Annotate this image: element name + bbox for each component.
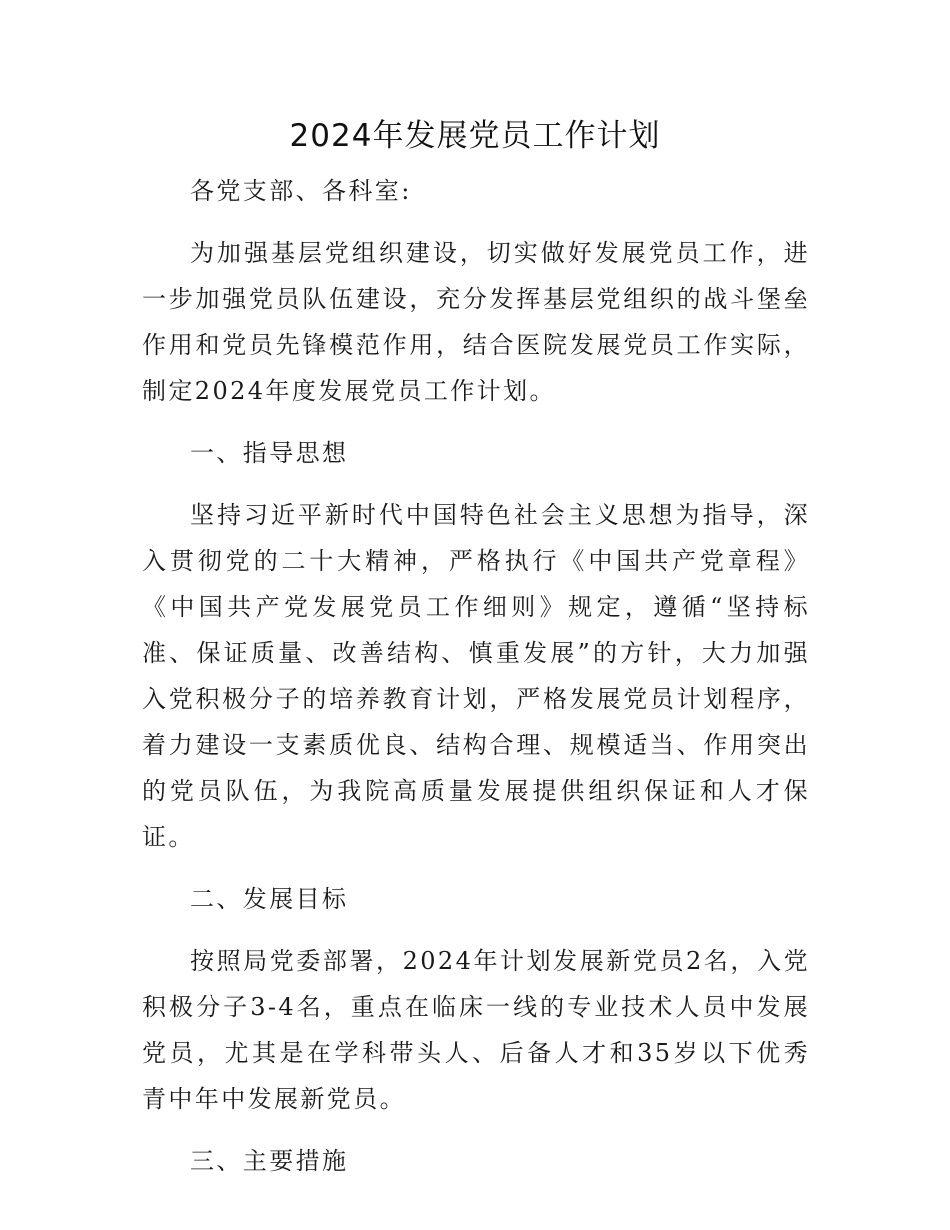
intro-paragraph: 为加强基层党组织建设，切实做好发展党员工作，进一步加强党员队伍建设，充分发挥基层党组织的战斗堡垒作用和党员先锋模范作用，结合医院发展党员工作实际，制定2024年度发展党员工作计划。 bbox=[142, 239, 810, 405]
section-heading-guiding-ideology: 一、指导思想 bbox=[190, 439, 349, 467]
salutation: 各党支部、各科室: bbox=[190, 177, 412, 205]
section-body-development-goals: 按照局党委部署，2024年计划发展新党员2名，入党积极分子3-4名，重点在临床一线的专业技术人员中发展党员，尤其是在学科带头人、后备人才和35岁以下优秀青中年中发展新党员。 bbox=[142, 947, 810, 1113]
section-body-guiding-ideology: 坚持习近平新时代中国特色社会主义思想为指导，深入贯彻党的二十大精神，严格执行《中国共产党章程》《中国共产党发展党员工作细则》规定，遵循“坚持标准、保证质量、改善结构、慎重发展”的方针，大力加强入党积极分子的培养教育计划，严格发展党员计划程序，着力建设一支素质优良、结构合理、规模适当、作用突出的党员队伍，为我院高质量发展提供组织保证和人才保证。 bbox=[142, 501, 810, 851]
section-heading-development-goals: 二、发展目标 bbox=[190, 885, 349, 913]
section-heading-main-measures: 三、主要措施 bbox=[190, 1147, 349, 1175]
document-body bbox=[142, 168, 810, 1184]
document-title: 2024年发展党员工作计划 bbox=[289, 118, 661, 154]
